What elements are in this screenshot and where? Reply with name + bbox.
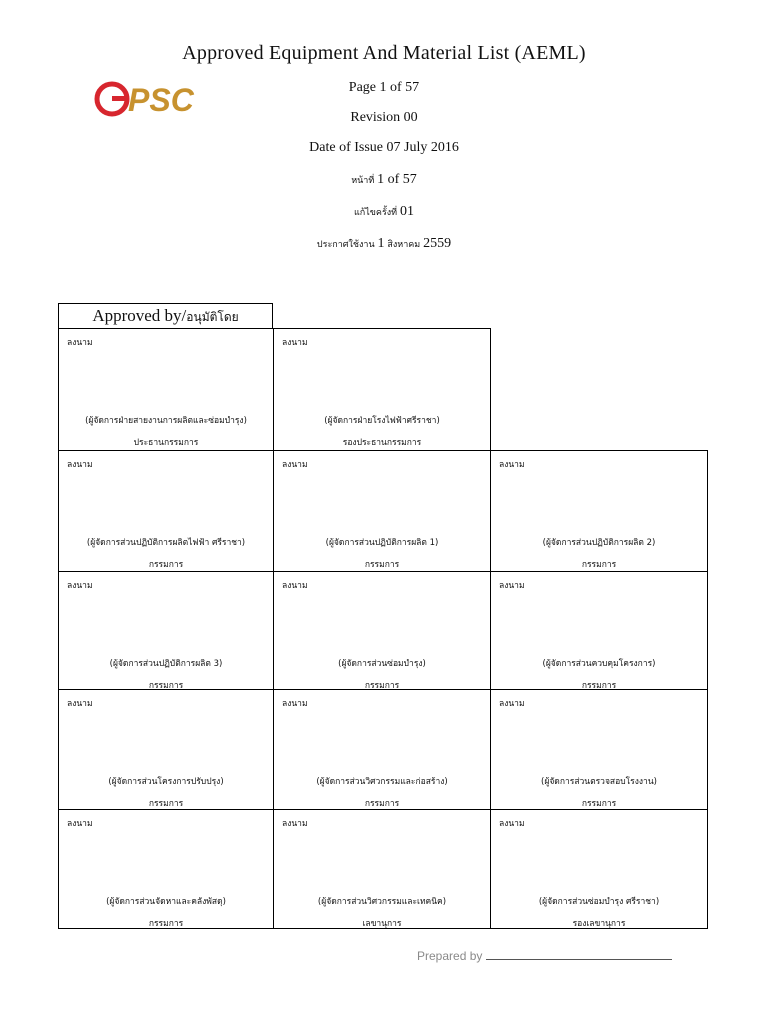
signer-role: (ผู้จัดการฝ่ายสายงานการผลิตและซ่อมบำรุง) [85, 416, 247, 426]
revision: Revision 00 [350, 110, 418, 125]
signer-role: (ผู้จัดการส่วนวิศวกรรมและเทคนิค) [317, 897, 447, 907]
signature-cell [273, 809, 491, 929]
signer-role: (ผู้จัดการส่วนควบคุมโครงการ) [542, 659, 656, 669]
approved-by-th: อนุมัติโดย [186, 310, 239, 324]
signature-cell [58, 809, 274, 929]
sign-label: ลงนาม [499, 460, 525, 470]
sign-label: ลงนาม [499, 699, 525, 709]
sign-label: ลงนาม [67, 581, 93, 591]
signature-cell [58, 689, 274, 810]
signer-role: (ผู้จัดการส่วนปฏิบัติการผลิต 2) [542, 538, 656, 548]
signature-cell [490, 689, 708, 810]
page-th-label: หน้าที่ [351, 176, 375, 186]
committee-position: ประธานกรรมการ [133, 438, 199, 448]
signer-role: (ผู้จัดการส่วนวิศวกรรมและก่อสร้าง) [316, 777, 448, 787]
signer-role: (ผู้จัดการส่วนโครงการปรับปรุง) [108, 777, 224, 787]
signature-cell [58, 328, 274, 451]
signature-cell [58, 571, 274, 690]
committee-position: กรรมการ [364, 560, 400, 570]
sign-label: ลงนาม [67, 338, 93, 348]
approved-by-heading [58, 303, 273, 329]
signature-cell [490, 571, 708, 690]
announce-th-month: สิงหาคม [387, 240, 421, 250]
signature-cell [490, 809, 708, 929]
signature-cell [58, 450, 274, 572]
sign-label: ลงนาม [282, 338, 308, 348]
sign-label: ลงนาม [67, 819, 93, 829]
signer-role: (ผู้จัดการส่วนจัดหาและคลังพัสดุ) [106, 897, 226, 907]
committee-position: กรรมการ [581, 681, 617, 691]
committee-position: รองเลขานุการ [572, 919, 626, 929]
signature-cell [273, 571, 491, 690]
committee-position: กรรมการ [364, 799, 400, 809]
signer-role: (ผู้จัดการส่วนปฏิบัติการผลิต 3) [109, 659, 223, 669]
signature-cell [273, 450, 491, 572]
sign-label: ลงนาม [499, 581, 525, 591]
page-number: Page 1 of 57 [348, 80, 420, 95]
announce-th-label: ประกาศใช้งาน [316, 240, 375, 250]
document-title: Approved Equipment And Material List (AEML) [182, 42, 586, 64]
signature-cell [273, 328, 491, 451]
signer-role: (ผู้จัดการส่วนตรวจสอบโรงงาน) [541, 777, 657, 787]
signature-cell [273, 689, 491, 810]
committee-position: กรรมการ [148, 681, 184, 691]
committee-position: กรรมการ [581, 560, 617, 570]
signer-role: (ผู้จัดการฝ่ายโรงไฟฟ้าศรีราชา) [324, 416, 440, 426]
sign-label: ลงนาม [282, 699, 308, 709]
announce-th-day: 1 [377, 236, 385, 251]
page-th-value: 1 of 57 [377, 172, 417, 187]
prepared-by-label: Prepared by [417, 949, 483, 963]
committee-position: กรรมการ [148, 560, 184, 570]
prepared-by [417, 949, 672, 963]
signature-cell [490, 450, 708, 572]
committee-position: กรรมการ [148, 799, 184, 809]
sign-label: ลงนาม [67, 460, 93, 470]
signer-role: (ผู้จัดการส่วนปฏิบัติการผลิตไฟฟ้า ศรีราชา) [86, 538, 246, 548]
revision-th-value: 01 [400, 204, 414, 219]
prepared-by-signature-line [486, 949, 672, 960]
revision-th-label: แก้ไขครั้งที่ [354, 208, 398, 218]
revision-thai [0, 204, 768, 220]
committee-position: กรรมการ [581, 799, 617, 809]
approved-by-en: Approved by/ [92, 306, 187, 325]
svg-text:PSC: PSC [128, 82, 194, 118]
announce-date-thai [0, 236, 768, 252]
signer-role: (ผู้จัดการส่วนซ่อมบำรุง) [338, 659, 426, 669]
committee-position: เลขานุการ [362, 919, 402, 929]
committee-position: กรรมการ [364, 681, 400, 691]
committee-position: รองประธานกรรมการ [342, 438, 422, 448]
signer-role: (ผู้จัดการส่วนปฏิบัติการผลิต 1) [325, 538, 439, 548]
page-number-thai [0, 172, 768, 188]
sign-label: ลงนาม [282, 819, 308, 829]
sign-label: ลงนาม [67, 699, 93, 709]
sign-label: ลงนาม [282, 460, 308, 470]
committee-position: กรรมการ [148, 919, 184, 929]
sign-label: ลงนาม [282, 581, 308, 591]
announce-th-year: 2559 [423, 236, 452, 251]
issue-date: Date of Issue 07 July 2016 [309, 140, 459, 155]
sign-label: ลงนาม [499, 819, 525, 829]
signer-role: (ผู้จัดการส่วนซ่อมบำรุง ศรีราชา) [538, 897, 660, 907]
